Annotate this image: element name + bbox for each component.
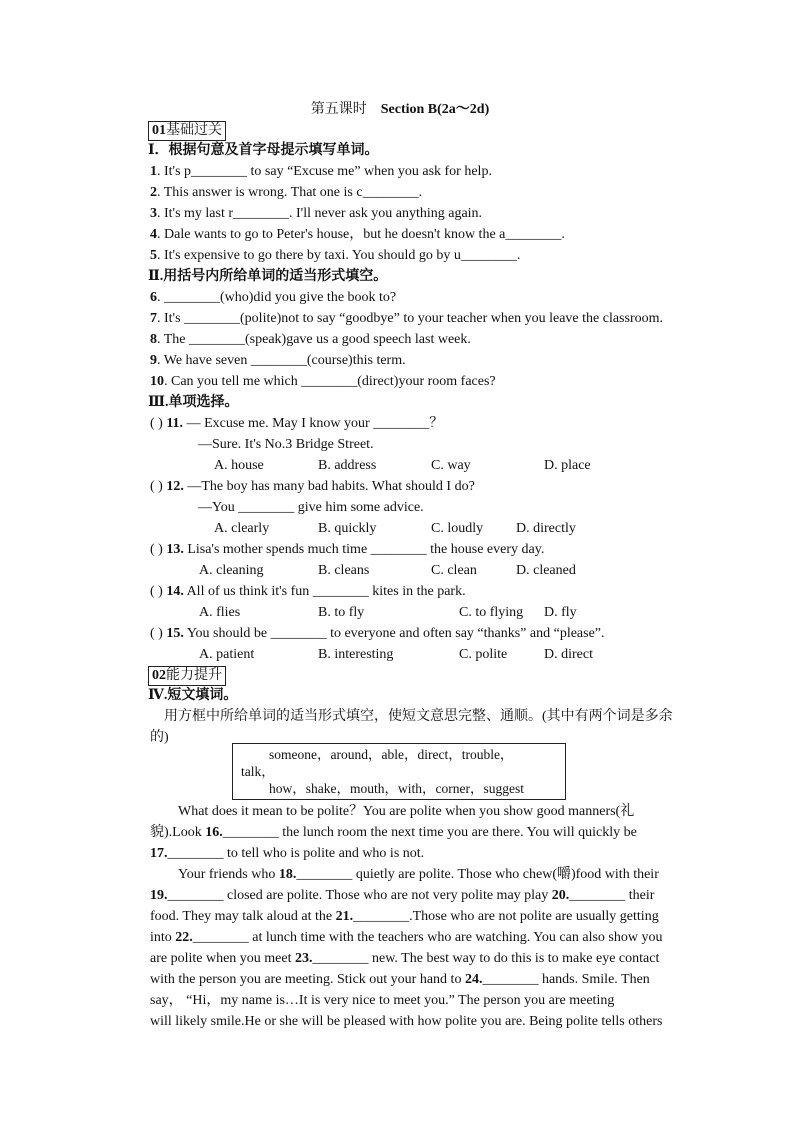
q12-option-b: B. quickly bbox=[318, 521, 377, 536]
section-tag-basic: 01基础过关 bbox=[148, 121, 226, 141]
blank-23-label: 23. bbox=[295, 951, 313, 966]
passage-line-2: 貌).Look 16.________ the lunch room the next time you are there. You will quickly be bbox=[150, 825, 637, 840]
part1-heading: Ⅰ．根据句意及首字母提示填写单词。 bbox=[148, 143, 379, 158]
q13-option-d: D. cleaned bbox=[516, 563, 576, 578]
q12-option-a: A. clearly bbox=[214, 521, 270, 536]
passage-line-9: with the person you are meeting. Stick out your hand to 24.________ hands. Smile. Then bbox=[150, 972, 650, 987]
blank-24-label: 24. bbox=[464, 972, 483, 987]
passage-line-7: into 22.________ at lunch time with the teachers who are watching. You can also show you bbox=[150, 930, 663, 945]
question-6: 6. ________(who)did you give the book to? bbox=[150, 290, 397, 305]
question-9: 9. We have seven ________(course)this term. bbox=[150, 353, 406, 368]
question-7: 7. It's ________(polite)not to say “goodbye” to your teacher when you leave the classroom. bbox=[150, 311, 663, 326]
blank-21-label: 21. bbox=[335, 909, 354, 924]
passage-line-5: 19.________ closed are polite. Those who are not very polite may play 20.________ their bbox=[150, 888, 655, 903]
question-3: 3. It's my last r________. I'll never ask you anything again. bbox=[150, 206, 483, 221]
part4-heading: Ⅳ.短文填词。 bbox=[148, 688, 238, 703]
blank-19-label: 19. bbox=[150, 888, 168, 903]
question-12: ( ) 12. —The boy has many bad habits. What should I do? bbox=[150, 479, 475, 494]
q13-option-a: A. cleaning bbox=[199, 563, 264, 578]
q11-option-d: D. place bbox=[544, 458, 591, 473]
blank-17-label: 17. bbox=[150, 846, 168, 861]
part2-heading: Ⅱ.用括号内所给单词的适当形式填空。 bbox=[148, 269, 388, 284]
q15-option-a: A. patient bbox=[199, 647, 255, 662]
question-10: 10. Can you tell me which ________(direct)your room faces? bbox=[150, 374, 496, 389]
q14-option-a: A. flies bbox=[199, 605, 241, 620]
q15-option-b: B. interesting bbox=[318, 647, 394, 662]
q11-option-a: A. house bbox=[214, 458, 264, 473]
q13-option-c: C. clean bbox=[431, 563, 477, 578]
passage-line-6: food. They may talk aloud at the 21.________.Those who are not polite are usually getting bbox=[150, 909, 659, 924]
word-bank-line-3: how，shake，mouth，with，corner，suggest bbox=[269, 781, 524, 796]
q11-option-b: B. address bbox=[318, 458, 377, 473]
question-11-answer: —Sure. It's No.3 Bridge Street. bbox=[198, 437, 374, 452]
question-1: 1. It's p________ to say “Excuse me” when you ask for help. bbox=[150, 164, 492, 179]
question-14: ( ) 14. All of us think it's fun ________ kites in the park. bbox=[150, 584, 466, 599]
question-15: ( ) 15. You should be ________ to everyone and often say “thanks” and “please”. bbox=[150, 626, 605, 641]
q14-option-c: C. to flying bbox=[459, 605, 524, 620]
lesson-number: 第五课时 bbox=[310, 102, 367, 117]
part3-heading: Ⅲ.单项选择。 bbox=[148, 395, 239, 410]
blank-20-label: 20. bbox=[551, 888, 570, 903]
question-12-answer: —You ________ give him some advice. bbox=[198, 500, 424, 515]
question-2: 2. This answer is wrong. That one is c________. bbox=[150, 185, 423, 200]
q14-option-b: B. to fly bbox=[318, 605, 365, 620]
blank-16-label: 16. bbox=[205, 825, 223, 840]
part4-instruction: 用方框中所给单词的适当形式填空，使短文意思完整、通顺。(其中有两个词是多余 bbox=[164, 709, 673, 724]
part4-instruction-cont: 的) bbox=[150, 730, 169, 745]
word-bank-line-1: someone，around，able，direct，trouble， bbox=[269, 747, 514, 762]
q13-option-b: B. cleans bbox=[318, 563, 370, 578]
passage-line-10: say， “Hi，my name is…It is very nice to meet you.” The person you are meeting bbox=[150, 993, 615, 1008]
passage-line-4: Your friends who 18.________ quietly are polite. Those who chew(嚼)food with their bbox=[178, 867, 659, 882]
blank-18-label: 18. bbox=[278, 867, 297, 882]
q15-option-d: D. direct bbox=[544, 647, 593, 662]
word-bank-box bbox=[232, 743, 566, 800]
word-bank-line-2: talk， bbox=[241, 764, 275, 779]
q11-option-c: C. way bbox=[431, 458, 471, 473]
passage-line-11: will likely smile.He or she will be pleased with how polite you are. Being polite tells others bbox=[150, 1014, 663, 1029]
blank-22-label: 22. bbox=[175, 930, 193, 945]
question-4: 4. Dale wants to go to Peter's house，but he doesn't know the a________. bbox=[150, 227, 565, 242]
q12-option-d: D. directly bbox=[516, 521, 576, 536]
passage-line-3: 17.________ to tell who is polite and who is not. bbox=[150, 846, 425, 861]
page-title bbox=[0, 98, 800, 118]
question-8: 8. The ________(speak)gave us a good speech last week. bbox=[150, 332, 471, 347]
section-tag-advanced: 02能力提升 bbox=[148, 666, 226, 686]
question-5: 5. It's expensive to go there by taxi. You should go by u________. bbox=[150, 248, 521, 263]
passage-line-8: are polite when you meet 23.________ new. The best way to do this is to make eye contact bbox=[150, 951, 660, 966]
q15-option-c: C. polite bbox=[459, 647, 508, 662]
q14-option-d: D. fly bbox=[544, 605, 577, 620]
question-13: ( ) 13. Lisa's mother spends much time ________ the house every day. bbox=[150, 542, 545, 557]
section-name: Section B(2a～2d) bbox=[380, 102, 490, 117]
passage-line-1: What does it mean to be polite？You are polite when you show good manners(礼 bbox=[178, 804, 635, 819]
question-11: ( ) 11. — Excuse me. May I know your ________？ bbox=[150, 416, 444, 431]
q12-option-c: C. loudly bbox=[431, 521, 484, 536]
